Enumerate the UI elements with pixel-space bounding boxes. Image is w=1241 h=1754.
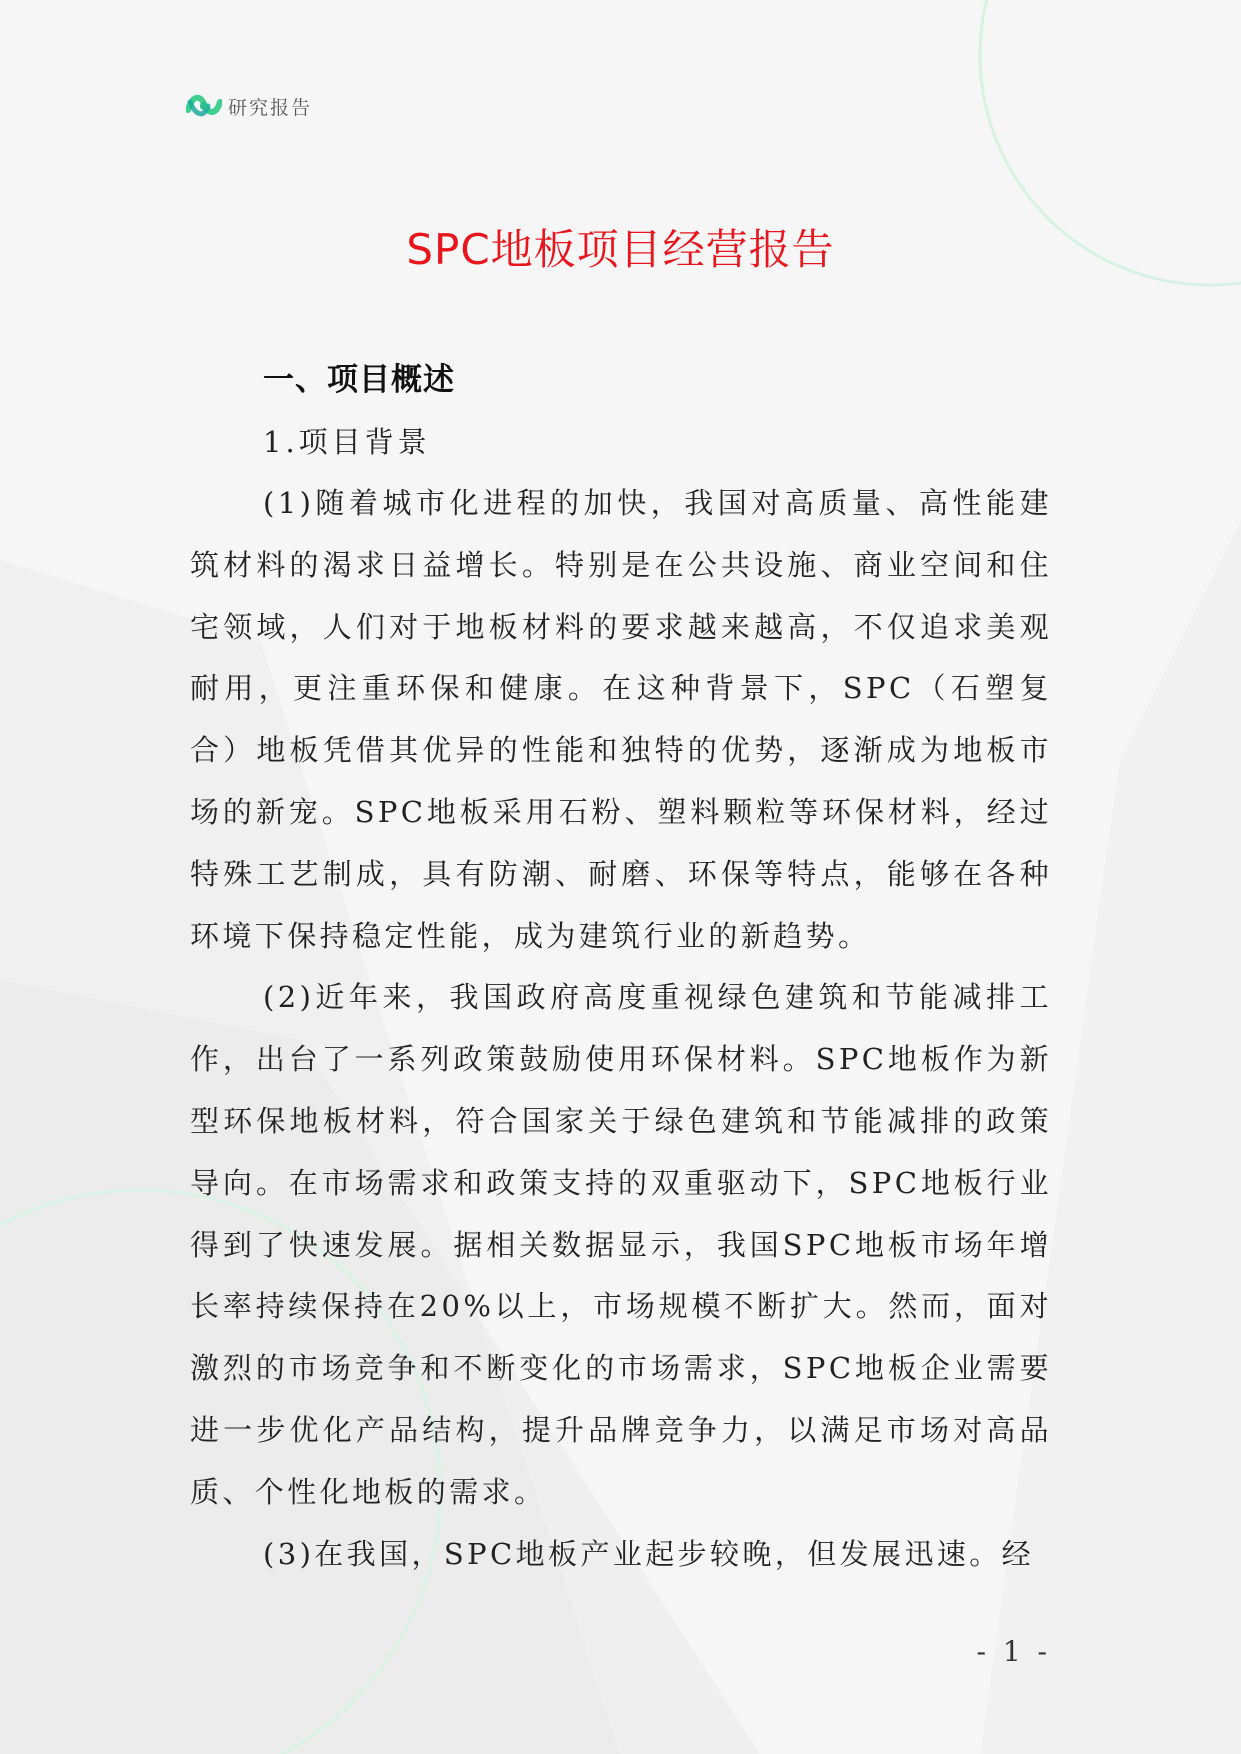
document-title: SPC地板项目经营报告 [406,225,835,274]
brand-text: 研究报告 [228,96,313,119]
brand-header [186,89,312,123]
paragraph-3: (3)在我国，SPC地板产业起步较晚，但发展迅速。经 [263,1536,1035,1571]
paragraph-1: (1)随着城市化进程的加快，我国对高质量、高性能建筑材料的渴求日益增长。特别是在公共设施、商业空间和住宅领域，人们对于地板材料的要求越来越高，不仅追求美观耐用，更注重环保和健康。在这种背景下，SPC（石塑复合）地板凭借其优异的性能和独特的优势，逐渐成为地板市场的新宠。SPC地板采用石粉、塑料颗粒等环保材料，经过特殊工艺制成，具有防潮、耐磨、环保等特点，能够在各种环境下保持稳定性能，成为建筑行业的新趋势。 [190,486,1052,953]
sub-heading: 1.项目背景 [263,425,431,459]
brand-logo-icon [186,90,222,122]
paragraph-2: (2)近年来，我国政府高度重视绿色建筑和节能减排工作，出台了一系列政策鼓励使用环保材料。SPC地板作为新型环保地板材料，符合国家关于绿色建筑和节能减排的政策导向。在市场需求和政策支持的双重驱动下，SPC地板行业得到了快速发展。据相关数据显示，我国SPC地板市场年增长率持续保持在20%以上，市场规模不断扩大。然而，面对激烈的市场竞争和不断变化的市场需求，SPC地板企业需要进一步优化产品结构，提升品牌竞争力，以满足市场对高品质、个性化地板的需求。 [190,980,1052,1509]
body-text [190,473,1052,1585]
section-heading: 一、项目概述 [263,362,455,398]
page-number: - 1 - [976,1635,1051,1668]
